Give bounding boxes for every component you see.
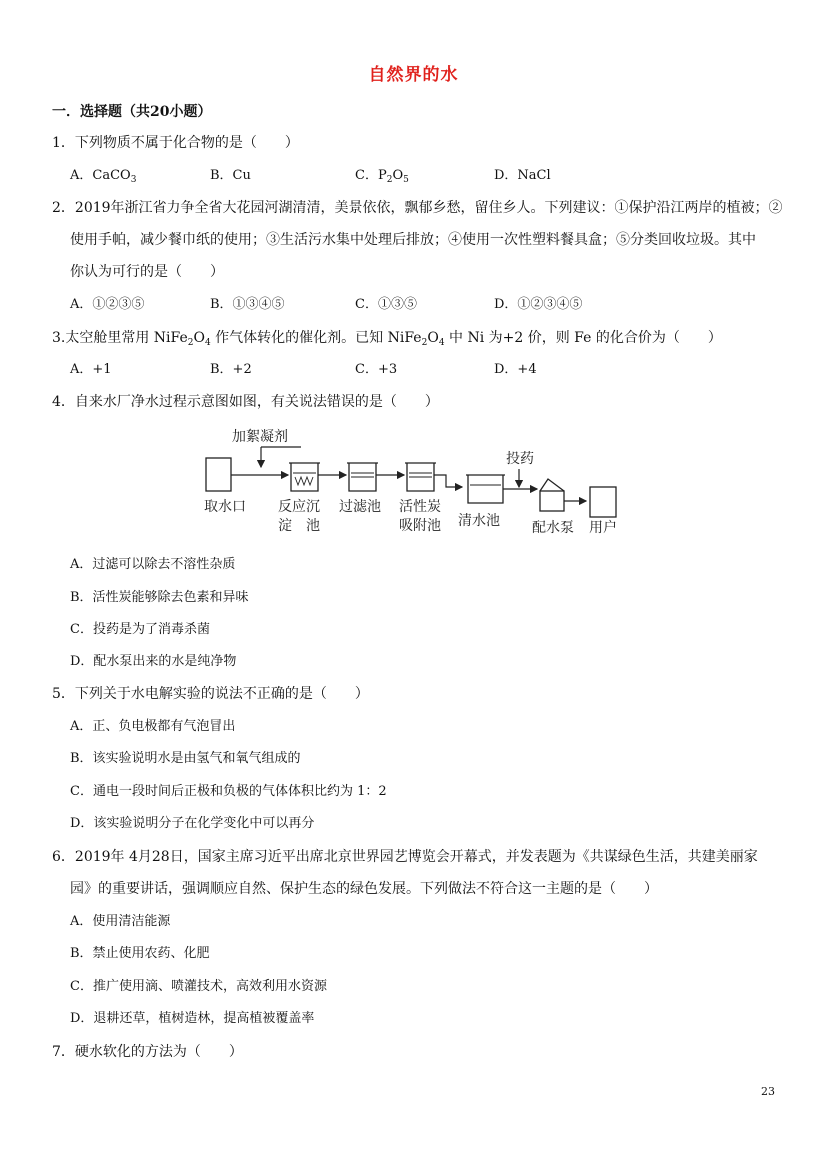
question-2-option-c: C．①③⑤ <box>355 297 417 312</box>
flow-arrow-4 <box>434 475 462 487</box>
question-5-option-c: C．通电一段时间后正极和负极的气体体积比约为 1：2 <box>70 784 387 799</box>
page-number: 23 <box>761 1085 775 1098</box>
question-4-option-d: D．配水泵出来的水是纯净物 <box>70 654 237 669</box>
question-3-option-a: A．+1 <box>70 362 112 377</box>
question-1-option-d: D．NaCl <box>494 168 551 183</box>
sedimentation-tank-icon <box>289 463 320 491</box>
question-1-option-b: B．Cu <box>210 168 251 183</box>
clear-water-label: 清水池 <box>458 513 500 529</box>
question-4-option-b: B．活性炭能够除去色素和异味 <box>70 590 249 605</box>
question-1-option-a: A．CaCO$_3$ <box>70 168 137 185</box>
question-1-stem: 1．下列物质不属于化合物的是（ ） <box>52 135 299 151</box>
question-4-option-a: A．过滤可以除去不溶性杂质 <box>70 557 236 572</box>
filtration-label: 过滤池 <box>339 499 381 515</box>
section-heading: 一．选择题（共20小题） <box>52 104 212 120</box>
question-4-option-c: C．投药是为了消毒杀菌 <box>70 622 210 637</box>
question-1-option-c: C．$P_2O_5$ <box>355 168 409 185</box>
clear-water-tank-icon <box>466 475 505 503</box>
question-2-line-3: 你认为可行的是（ ） <box>70 264 224 280</box>
dosing-label: 投药 <box>506 451 534 467</box>
question-5-option-a: A．正、负电极都有气泡冒出 <box>70 719 236 734</box>
question-2-line-2: 使用手帕，减少餐巾纸的使用；③生活污水集中处理后排放；④使用一次性塑料餐具盒；⑤分类回收垃圾。其中 <box>70 232 756 248</box>
question-6-line-1: 6．2019年 4月28日，国家主席习近平出席北京世界园艺博览会开幕式，并发表题为《共谋绿色生活，共建美丽家 <box>52 849 758 865</box>
question-3-option-d: D．+4 <box>494 362 537 377</box>
question-6-option-d: D．退耕还草，植树造林，提高植被覆盖率 <box>70 1011 315 1026</box>
user-label: 用户 <box>589 520 617 536</box>
question-7-stem: 7．硬水软化的方法为（ ） <box>52 1044 243 1060</box>
question-5-option-d: D．该实验说明分子在化学变化中可以再分 <box>70 816 315 831</box>
carbon-label-1: 活性炭 <box>399 499 441 515</box>
sedimentation-label-2: 淀 池 <box>278 518 320 534</box>
user-box <box>590 487 616 517</box>
question-6-option-a: A．使用清洁能源 <box>70 914 171 929</box>
question-2-option-d: D．①②③④⑤ <box>494 297 583 312</box>
question-6-option-b: B．禁止使用农药、化肥 <box>70 946 210 961</box>
question-5-stem: 5．下列关于水电解实验的说法不正确的是（ ） <box>52 686 369 702</box>
question-2-option-b: B．①③④⑤ <box>210 297 285 312</box>
page-title: 自然界的水 <box>368 65 459 85</box>
intake-label: 取水口 <box>204 499 246 515</box>
question-3-option-b: B．+2 <box>210 362 252 377</box>
coagulant-label: 加絮凝剂 <box>232 429 288 445</box>
question-3-option-c: C．+3 <box>355 362 398 377</box>
question-3-stem: 3.太空舱里常用 $NiFe_2O_4$ 作气体转化的催化剂。已知 $NiFe_2O_4$ 中 Ni 为+2 价，则 Fe 的化合价为（ ） <box>52 330 722 348</box>
question-6-line-2: 园》的重要讲话，强调顺应自然、保护生态的绿色发展。下列做法不符合这一主题的是（ ） <box>70 881 658 897</box>
question-2-option-a: A．①②③⑤ <box>70 297 145 312</box>
question-4-stem: 4．自来水厂净水过程示意图如图，有关说法错误的是（ ） <box>52 394 439 410</box>
filtration-tank-icon <box>347 463 378 491</box>
pump-label: 配水泵 <box>532 520 574 536</box>
sedimentation-label-1: 反应沉 <box>278 499 320 515</box>
carbon-label-2: 吸附池 <box>399 518 441 534</box>
water-pump-icon <box>540 479 564 511</box>
question-6-option-c: C．推广使用滴、喷灌技术，高效利用水资源 <box>70 979 327 994</box>
intake-box <box>206 458 231 491</box>
question-2-line-1: 2．2019年浙江省力争全省大花园河湖清清，美景依依，飘郁乡愁，留住乡人。下列建议：①保护沿江两岸的植被；② <box>52 200 783 216</box>
water-treatment-diagram <box>196 425 636 540</box>
carbon-adsorption-tank-icon <box>405 463 436 491</box>
question-5-option-b: B．该实验说明水是由氢气和氧气组成的 <box>70 751 301 766</box>
